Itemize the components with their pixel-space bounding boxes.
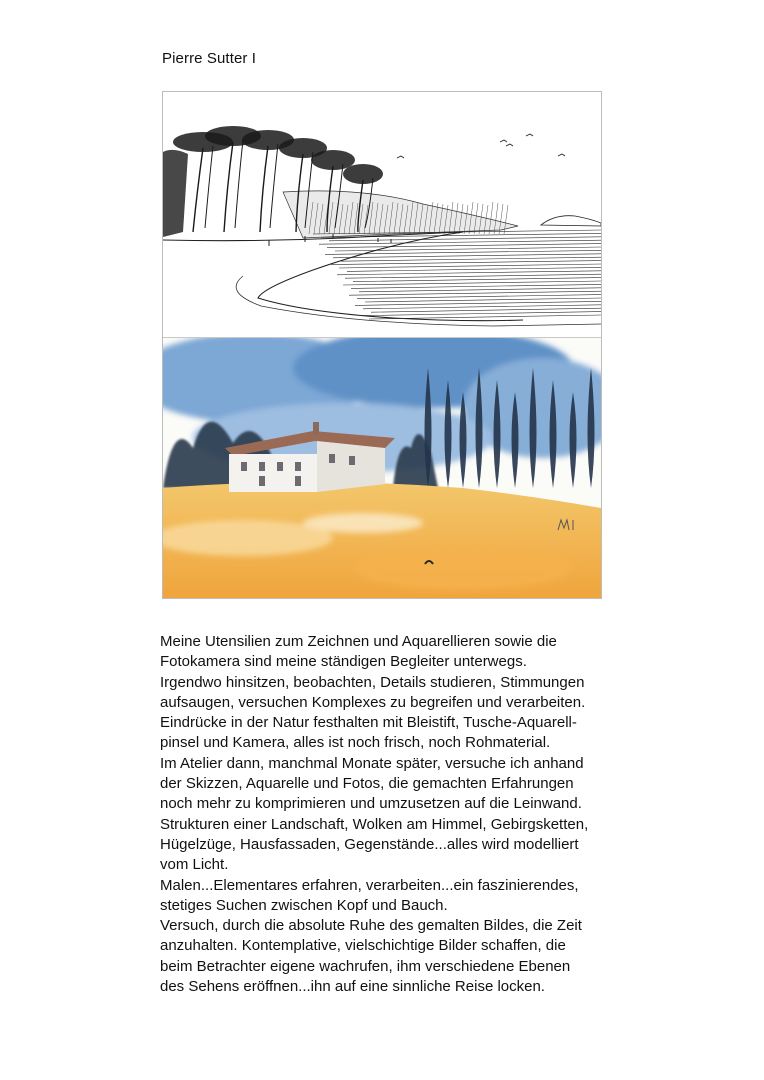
body-line: Im Atelier dann, manchmal Monate später, versuche ich anhand [160,754,584,772]
body-line: des Sehens eröffnen...ihn auf eine sinnliche Reise locken. [160,978,545,996]
body-line: Meine Utensilien zum Zeichnen und Aquarellieren sowie die [160,633,557,650]
body-text [160,632,620,997]
body-line: Fotokamera sind meine ständigen Begleiter unterwegs. [160,653,527,671]
body-line: noch mehr zu komprimieren und umzusetzen auf die Leinwand. [160,795,582,813]
body-line: Malen...Elementares erfahren, verarbeiten...ein faszinierendes, [160,876,579,894]
body-line: vom Licht. [160,856,229,874]
body-line: Hügelzüge, Hausfassaden, Gegenstände...alles wird modelliert [160,835,579,853]
body-line: aufsaugen, versuchen Komplexes zu begreifen und verarbeiten. [160,693,586,711]
body-line: Irgendwo hinsitzen, beobachten, Details studieren, Stimmungen [160,673,585,691]
body-line: der Skizzen, Aquarelle und Fotos, die gemachten Erfahrungen [160,775,574,793]
body-line: stetiges Suchen zwischen Kopf und Bauch. [160,896,448,914]
artwork-frame [162,91,602,599]
watercolor-farmhouse [163,338,601,599]
body-line: Strukturen einer Landschaft, Wolken am Himmel, Gebirgsketten, [160,815,589,833]
body-line: pinsel und Kamera, alles ist noch frisch, noch Rohmaterial. [160,734,551,752]
pen-sketch-coast [163,92,601,337]
body-line: beim Betrachter eigene wachrufen, ihm verschiedene Ebenen [160,957,571,975]
body-line: Eindrücke in der Natur festhalten mit Bleistift, Tusche-Aquarell- [160,714,577,732]
author-header: Pierre Sutter I [162,50,257,67]
body-line: Versuch, durch die absolute Ruhe des gemalten Bildes, die Zeit [160,917,582,935]
body-line: anzuhalten. Kontemplative, vielschichtige Bilder schaffen, die [160,937,566,955]
